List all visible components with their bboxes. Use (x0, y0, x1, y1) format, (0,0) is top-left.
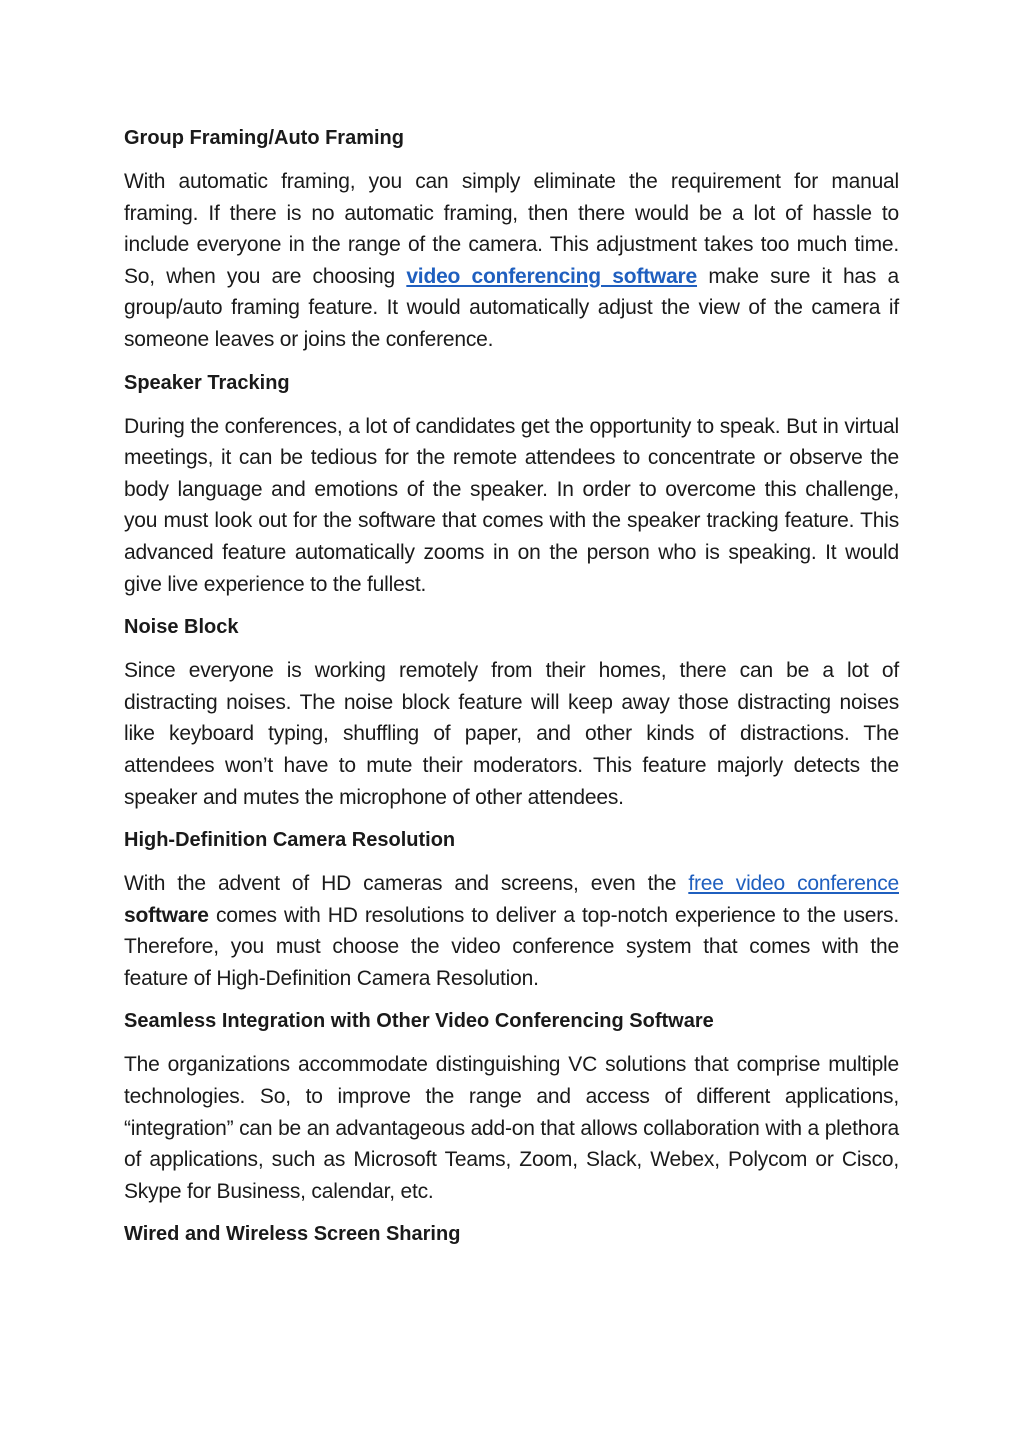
paragraph-group-framing (124, 166, 899, 356)
free-video-conference-link[interactable]: free video conference (688, 872, 899, 896)
section-heading-noise-block: Noise Block (124, 616, 239, 639)
section-heading-seamless-integration: Seamless Integration with Other Video Conferencing Software (124, 1010, 714, 1033)
paragraph-text: comes with HD resolutions to deliver a top-notch experience to the users. Therefore, you must choose the video conference system that comes with the feature of High-Definition Camera Resolution. (124, 903, 899, 990)
paragraph-text: With automatic framing, you can simply eliminate the requirement for manual framing. If there is no automatic framing, then there would be a lot of hassle to include everyone in the range of the camera. This adjustment takes too much time. So, when you are choosing (124, 170, 899, 288)
bold-software-text: software (124, 903, 209, 927)
paragraph-hd-camera (124, 868, 899, 994)
section-heading-hd-camera: High-Definition Camera Resolution (124, 829, 456, 852)
paragraph-speaker-tracking: During the conferences, a lot of candidates get the opportunity to speak. But in virtual meetings, it can be tedious for the remote attendees to concentrate or observe the body language and emotions of the speaker. In order to overcome this challenge, you must look out for the software that comes with the speaker tracking feature. This advanced feature automatically zooms in on the person who is speaking. It would give live experience to the fullest. (124, 414, 899, 596)
paragraph-seamless-integration: The organizations accommodate distinguishing VC solutions that comprise multiple technologies. So, to improve the range and access of different applications, “integration” can be an advantageous add-on that allows collaboration with a plethora of applications, such as Microsoft Teams, Zoom, Slack, Webex, Polycom or Cisco, Skype for Business, calendar, etc. (124, 1053, 899, 1203)
paragraph-text: make sure it has a group/auto framing feature. It would automatically adjust the view of the camera if someone leaves or joins the conference. (124, 264, 899, 351)
paragraph-text: With the advent of HD cameras and screens, even the (124, 872, 689, 896)
section-heading-screen-sharing: Wired and Wireless Screen Sharing (124, 1223, 461, 1246)
section-heading-speaker-tracking: Speaker Tracking (124, 371, 290, 394)
paragraph-noise-block: Since everyone is working remotely from their homes, there can be a lot of distracting noises. The noise block feature will keep away those distracting noises like keyboard typing, shuffling of paper, and other kinds of distractions. The attendees won’t have to mute their moderators. This feature majorly detects the speaker and mutes the microphone of other attendees. (124, 659, 899, 809)
document-body (124, 123, 899, 1262)
section-heading-group-framing: Group Framing/Auto Framing (124, 127, 404, 149)
video-conferencing-software-link[interactable]: video conferencing software (406, 264, 698, 288)
